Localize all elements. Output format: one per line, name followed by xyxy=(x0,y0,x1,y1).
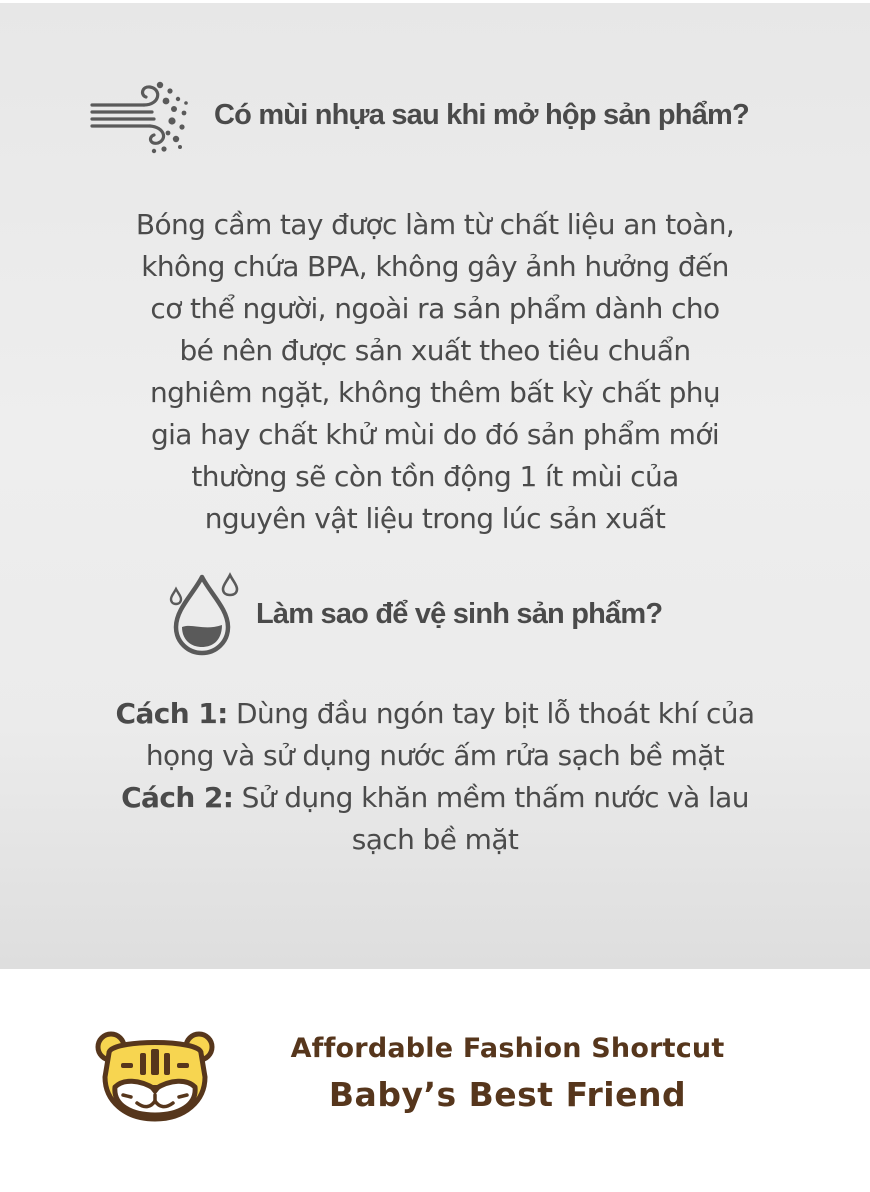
answer-line: gia hay chất khử mùi do đó sản phẩm mới xyxy=(150,418,720,451)
method-2-continuation: sạch bề mặt xyxy=(351,823,519,856)
cleaning-heading-text: Làm sao để vệ sinh sản phẩm? xyxy=(256,597,663,630)
answer-line: nghiêm ngặt, không thêm bất kỳ chất phụ xyxy=(149,376,721,409)
method-1-label: Cách 1: xyxy=(115,697,228,730)
info-panel xyxy=(0,3,870,969)
brand-slogan: Baby’s Best Friend xyxy=(328,1075,687,1114)
cleaning-answer xyxy=(60,693,810,861)
answer-line: không chứa BPA, không gây ảnh hưởng đến xyxy=(141,250,729,283)
answer-line: Bóng cầm tay được làm từ chất liệu an toàn, xyxy=(135,208,735,241)
method-1-line xyxy=(60,693,810,735)
cleaning-heading xyxy=(168,571,662,657)
brand-footer xyxy=(0,969,870,1192)
answer-line: bé nên được sản xuất theo tiêu chuẩn xyxy=(179,334,691,367)
smell-heading-text: Có mùi nhựa sau khi mở hộp sản phẩm? xyxy=(214,98,749,131)
method-1-continuation: họng và sử dụng nước ấm rửa sạch bề mặt xyxy=(145,739,725,772)
answer-line: nguyên vật liệu trong lúc sản xuất xyxy=(204,502,666,535)
tiger-logo-icon xyxy=(93,1029,217,1125)
answer-line: thường sẽ còn tồn động 1 ít mùi của xyxy=(191,460,679,493)
smell-heading xyxy=(88,75,749,155)
smell-answer xyxy=(60,204,810,540)
answer-line: cơ thể người, ngoài ra sản phẩm dành cho xyxy=(150,292,720,325)
method-2-label: Cách 2: xyxy=(121,781,234,814)
wind-smell-icon xyxy=(88,75,192,155)
method-1-text: Dùng đầu ngón tay bịt lỗ thoát khí của xyxy=(227,697,755,730)
method-2-line xyxy=(60,777,810,819)
water-drop-icon xyxy=(168,571,240,657)
method-2-text: Sử dụng khăn mềm thấm nước và lau xyxy=(233,781,749,814)
brand-tagline: Affordable Fashion Shortcut xyxy=(290,1033,725,1064)
